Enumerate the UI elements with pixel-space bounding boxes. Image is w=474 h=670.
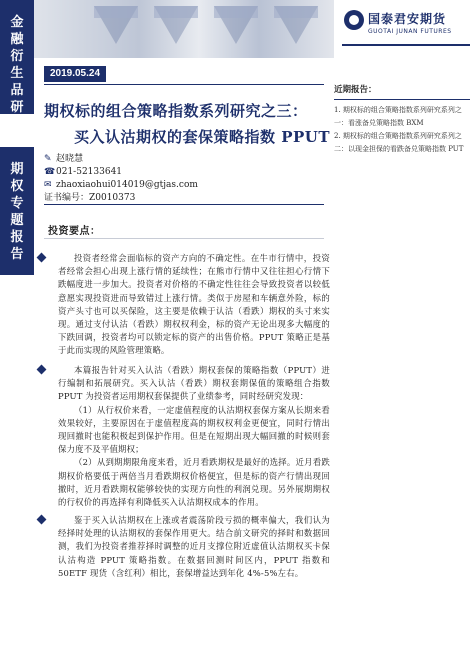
email-icon: ✉ [44,180,52,190]
report-title-line1: 期权标的组合策略指数系列研究之三： [44,102,308,120]
related-item[interactable]: 2. 期权标的组合策略指数系列研究系列之二：以现金担保的看跌备兑策略指数 PUT [334,132,464,153]
sidebar-section-options [0,147,34,275]
divider [342,44,470,46]
company-logo [342,8,470,42]
author-cert: 证书编号：Z0010373 [44,193,136,203]
paragraph: 本篇报告针对买入认沽（看跌）期权套保的策略指数（PPUT）进行编制和拓展研究。买入认沽（看跌）期权套期保值的策略组合指数 PPUT 为投资者运用期权套保提供了业绩参考，同时经研究发现： [58,365,330,402]
paragraph: （2）从到期期限角度来看，近月看跌期权是最好的选择。近月看跌期权价格要低于两倍当月看跌期权价格便宜，但是标的资产行情出现回撤时，近月看跌期权能够较快的实现方向性的利润兑现。另外展期期权的行权价的再选择有利降低买入认沽期权成本的作用。 [58,457,330,508]
bullet-diamond-icon [37,365,47,375]
bullet-diamond-icon [37,515,47,525]
key-point-3 [58,514,330,580]
bullet-diamond-icon [37,253,47,263]
divider [44,204,324,205]
header-banner-image [34,0,334,58]
report-date: 2019.05.24 [44,66,106,82]
divider [44,84,324,85]
logo-cn: 国泰君安期货 [368,12,447,26]
paragraph: （1）从行权价来看，一定虚值程度的认沽期权套保方案从长期来看效果较好，主要原因在于虚值程度高的期权权利金更便宜，同时行情出现回撤时也能积极起到保护作用。但是在短期出现大幅回撤的时候则套保力度不及平值期权； [58,404,330,455]
paragraph: 鉴于买入认沽期权在上涨或者震荡阶段亏损的概率偏大，我们认为经择时处理的认沽期权的套保作用更大。结合前文研究的择时和数据回测，我们为投资者推荐择时调整的近月支撑位附近虚值认沽期权买卡保认沽构造 PPUT 策略指数。在数据回测时间区内，PPUT 指数和 50ETF 现货（含红利）相比，套保增益达到年化 4%-5%左右。 [58,515,330,578]
sidebar-section-label: 期 权 专 题 报 告 [10,162,24,262]
author-phone: 021-52133641 [56,167,123,177]
key-point-2 [58,364,330,509]
key-point-1 [58,252,330,358]
sidebar-section-derivatives [0,0,34,132]
related-reports [334,84,470,156]
author-email[interactable]: zhaoxiaohui014019@gtjas.com [56,180,198,190]
related-item[interactable]: 1. 期权标的组合策略指数系列研究系列之一：看涨备兑策略指数 BXM [334,106,462,127]
related-heading: 近期报告： [334,84,470,100]
phone-icon: ☎ [44,167,56,177]
paragraph: 投资者经常会面临标的资产方向的不确定性。在牛市行情中，投资者经常会担心出现上涨行情的延续性；在熊市行情中又往往担心行情下跌幅度进一步加大。投资者对价格的不确定性往往会导致投资者以较低意愿实现投资进而导致错过上涨行情。类似于房屋和车辆意外险，标的资产头寸也可以买保险，这主要是依赖于认沽（看跌）期权的头寸来实现。通过支付认沽（看跌）期权权利金，标的资产无论出现多大幅度的下跌回调，投资者均可以锁定标的资产的出售价格。PPUT 策略正是基于此而实现的风险管理策略。 [58,253,330,356]
author-block [44,153,198,205]
key-points-title: 投资要点： [48,226,101,237]
report-title-line2: 买入认沽期权的套保策略指数 PPUT [73,128,330,146]
sidebar [0,0,34,670]
logo-en: GUOTAI JUNAN FUTURES [368,28,452,35]
logo-mark-icon [344,10,364,30]
author-name: 赵晓慧 [56,154,84,164]
divider [44,238,324,240]
pen-icon: ✎ [44,154,52,164]
sidebar-section-label: 金 融 衍 生 品 研 究 [10,15,24,132]
